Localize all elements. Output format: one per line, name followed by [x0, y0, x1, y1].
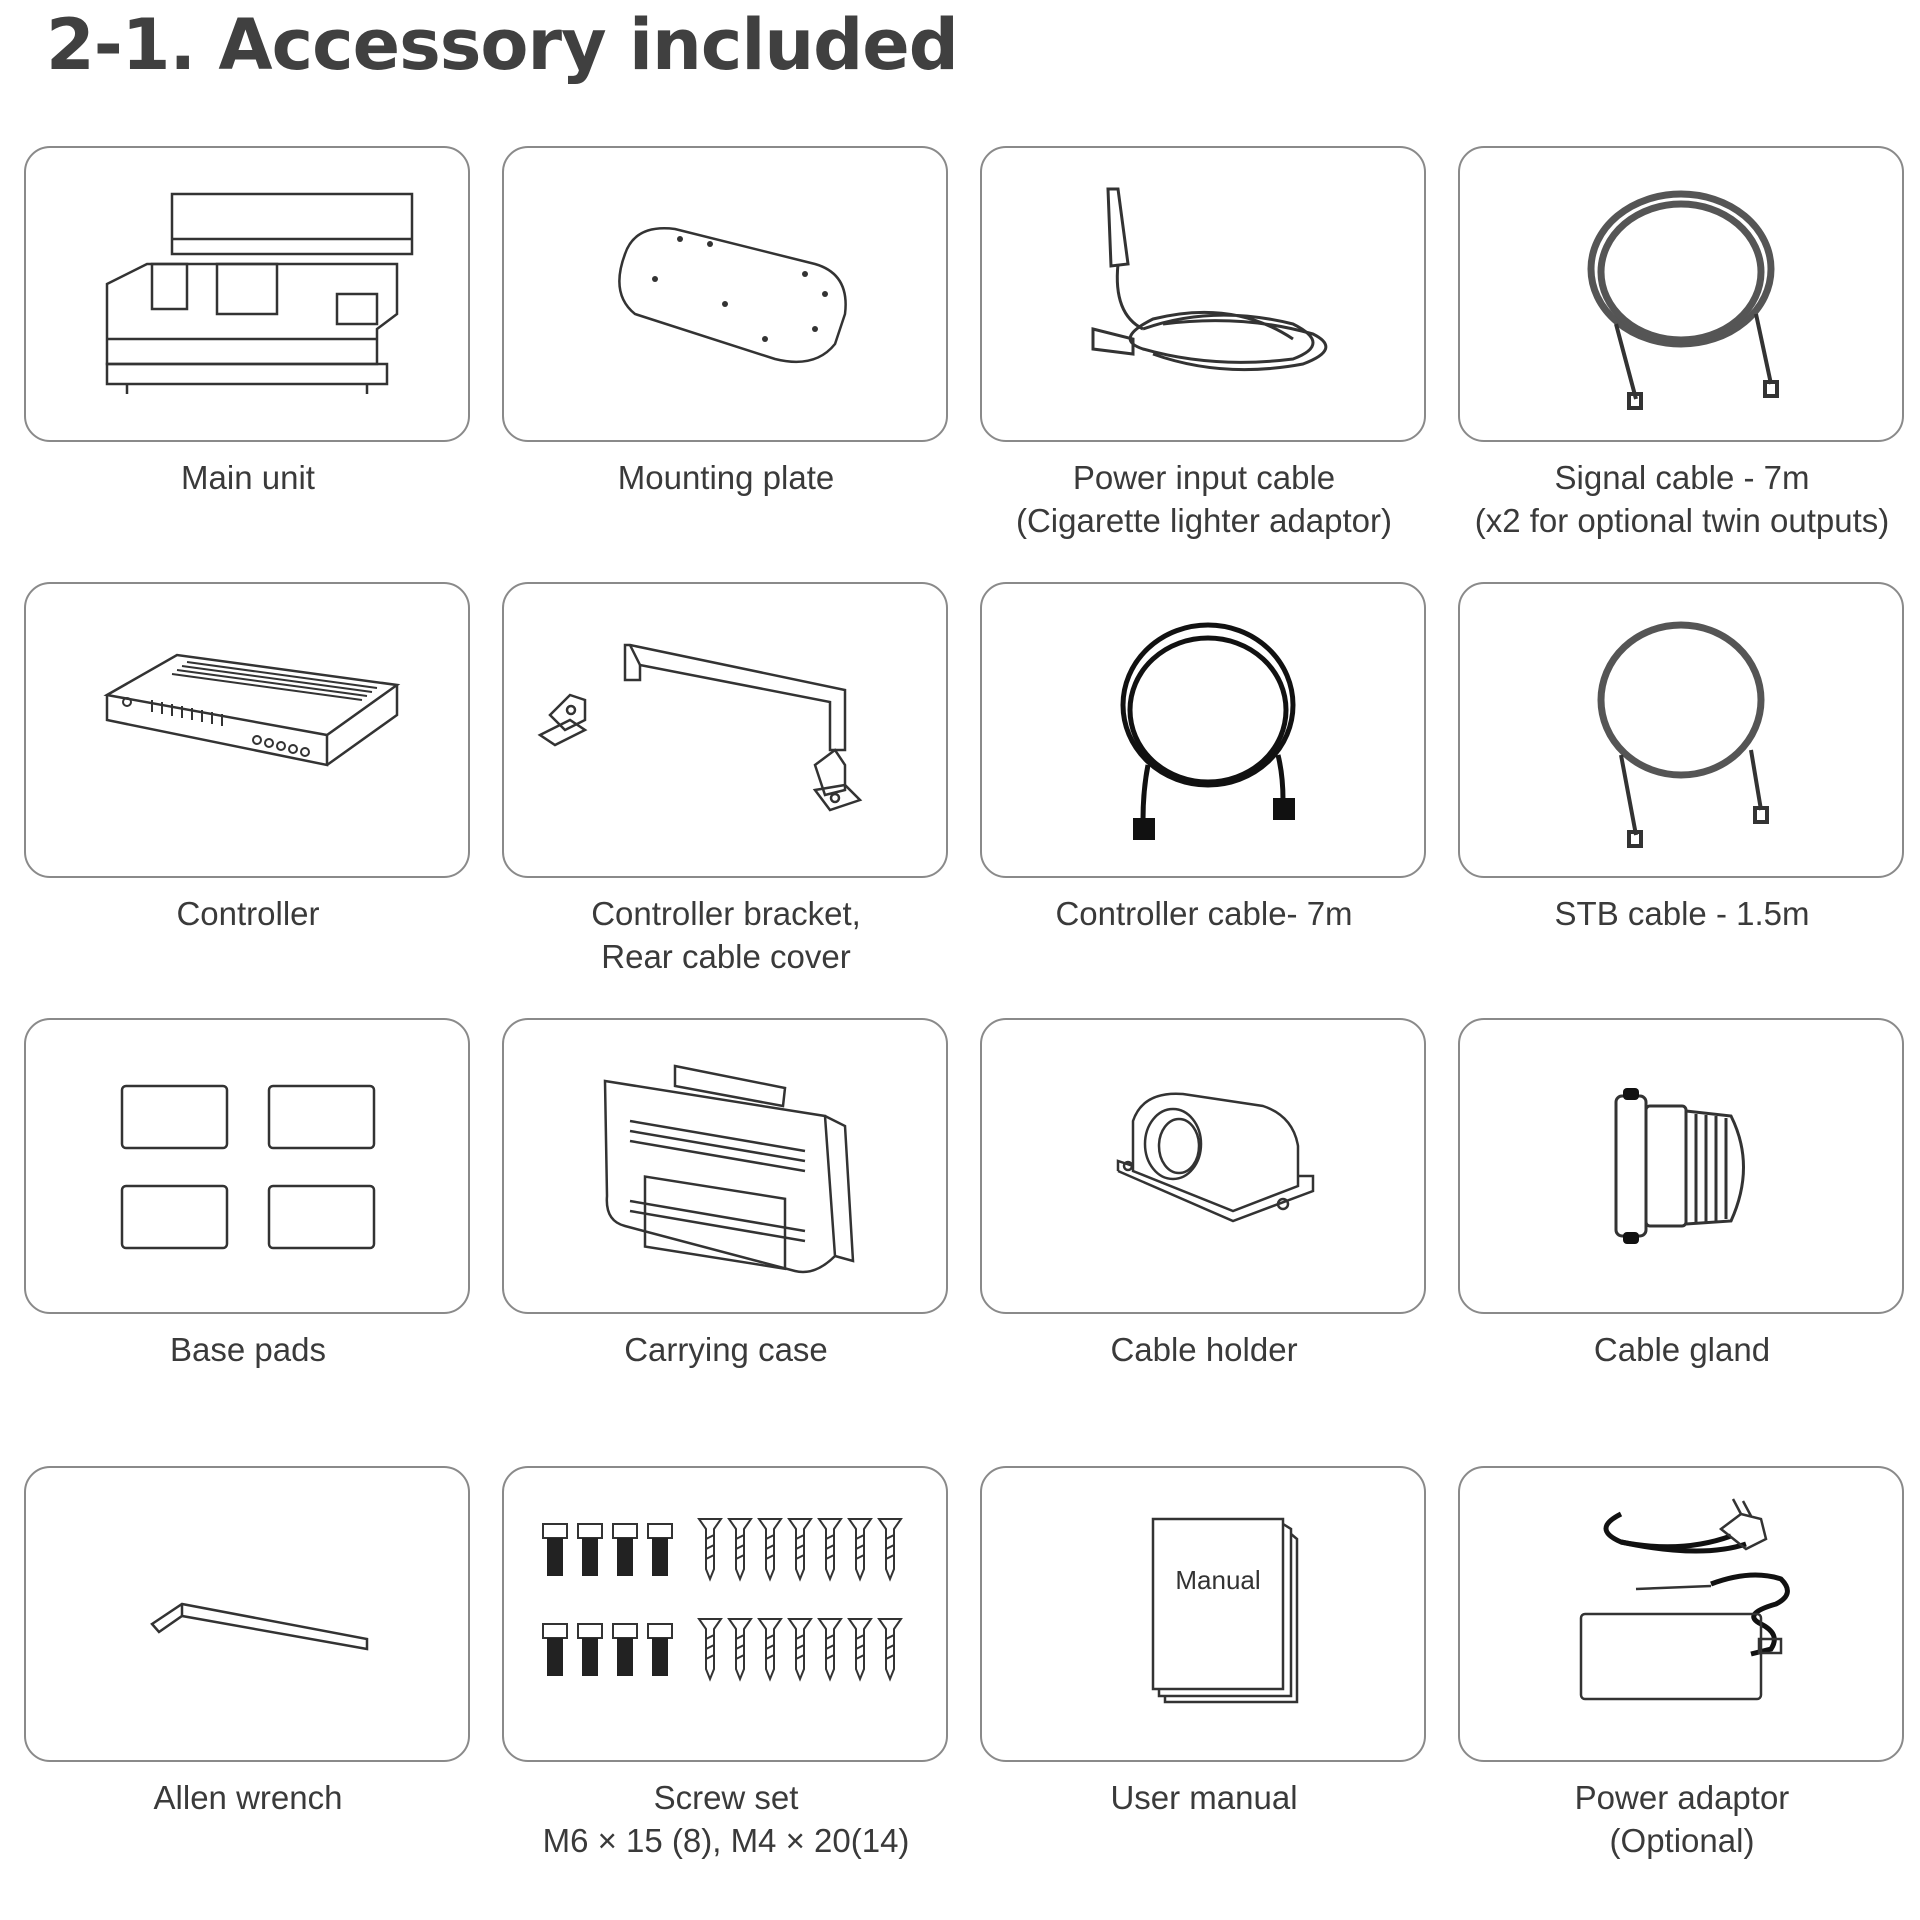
accessory-item-controller: [24, 582, 472, 935]
accessory-item-controller-cable: [980, 582, 1428, 935]
caption-line2: (x2 for optional twin outputs): [1474, 502, 1890, 539]
item-frame: [980, 1018, 1426, 1314]
item-caption: [24, 892, 472, 935]
item-caption: [980, 1776, 1428, 1819]
item-frame: [1458, 146, 1904, 442]
caption-line2: M6 × 15 (8), M4 × 20(14): [542, 1822, 910, 1859]
caption-line1: Power adaptor: [1574, 1779, 1790, 1816]
item-caption: [980, 1328, 1428, 1371]
mounting-plate-icon: [515, 154, 935, 434]
accessory-item-cable-holder: [980, 1018, 1428, 1371]
cable-holder-icon: [993, 1026, 1413, 1306]
manual-cover-label: Manual: [1175, 1565, 1261, 1595]
allen-wrench-icon: [37, 1474, 457, 1754]
accessory-item-power-input-cable: [980, 146, 1428, 542]
item-caption: [1458, 456, 1906, 542]
item-frame: [980, 582, 1426, 878]
page-title: 2-1. Accessory included: [46, 4, 958, 86]
user-manual-icon: [993, 1474, 1413, 1754]
item-caption: [980, 892, 1428, 935]
item-caption: [1458, 1328, 1906, 1371]
accessory-grid: [24, 146, 1904, 1886]
caption-line1: Controller cable- 7m: [1055, 895, 1353, 932]
item-caption: [24, 1328, 472, 1371]
caption-line1: Controller bracket,: [591, 895, 861, 932]
caption-line1: Signal cable - 7m: [1554, 459, 1810, 496]
item-frame: [502, 582, 948, 878]
accessory-item-base-pads: [24, 1018, 472, 1371]
caption-line1: Cable holder: [1110, 1331, 1298, 1368]
caption-line1: Carrying case: [624, 1331, 828, 1368]
item-frame: [502, 146, 948, 442]
item-caption: [502, 456, 950, 499]
item-frame: [1458, 582, 1904, 878]
caption-line2: (Optional): [1609, 1822, 1755, 1859]
accessory-item-power-adaptor: [1458, 1466, 1906, 1862]
item-frame: [1458, 1466, 1904, 1762]
controller-bracket-icon: [515, 590, 935, 870]
caption-line1: Screw set: [653, 1779, 799, 1816]
controller-icon: [37, 590, 457, 870]
item-caption: [502, 1776, 950, 1862]
signal-cable-icon: [1471, 154, 1891, 434]
item-caption: [502, 892, 950, 978]
item-frame: [24, 146, 470, 442]
accessory-item-user-manual: [980, 1466, 1428, 1819]
caption-line2: Rear cable cover: [601, 938, 851, 975]
caption-line1: Main unit: [181, 459, 315, 496]
item-caption: [502, 1328, 950, 1371]
caption-line1: User manual: [1110, 1779, 1298, 1816]
item-frame: [24, 1466, 470, 1762]
item-frame: [980, 1466, 1426, 1762]
caption-line1: Controller: [176, 895, 320, 932]
item-caption: [24, 1776, 472, 1819]
caption-line2: (Cigarette lighter adaptor): [1015, 502, 1393, 539]
accessory-item-allen-wrench: [24, 1466, 472, 1819]
controller-cable-icon: [993, 590, 1413, 870]
accessory-item-stb-cable: [1458, 582, 1906, 935]
stb-cable-icon: [1471, 590, 1891, 870]
item-caption: [1458, 892, 1906, 935]
item-caption: [24, 456, 472, 499]
item-frame: [502, 1018, 948, 1314]
item-frame: [502, 1466, 948, 1762]
item-frame: [24, 582, 470, 878]
power-input-cable-icon: [993, 154, 1413, 434]
item-frame: [980, 146, 1426, 442]
accessory-item-controller-bracket: [502, 582, 950, 978]
item-frame: [24, 1018, 470, 1314]
screw-set-icon: [515, 1474, 935, 1754]
caption-line1: Base pads: [170, 1331, 326, 1368]
caption-line1: Power input cable: [1072, 459, 1336, 496]
accessory-item-carrying-case: [502, 1018, 950, 1371]
cable-gland-icon: [1471, 1026, 1891, 1306]
accessory-item-mounting-plate: [502, 146, 950, 499]
accessory-item-screw-set: [502, 1466, 950, 1862]
accessory-item-main-unit: [24, 146, 472, 499]
caption-line1: STB cable - 1.5m: [1554, 895, 1810, 932]
caption-line1: Allen wrench: [153, 1779, 343, 1816]
base-pads-icon: [37, 1026, 457, 1306]
item-caption: [980, 456, 1428, 542]
caption-line1: Mounting plate: [617, 459, 835, 496]
caption-line1: Cable gland: [1593, 1331, 1771, 1368]
accessory-item-signal-cable: [1458, 146, 1906, 542]
accessory-item-cable-gland: [1458, 1018, 1906, 1371]
main-unit-icon: [37, 154, 457, 434]
carrying-case-icon: [515, 1026, 935, 1306]
item-caption: [1458, 1776, 1906, 1862]
power-adaptor-icon: [1471, 1474, 1891, 1754]
item-frame: [1458, 1018, 1904, 1314]
